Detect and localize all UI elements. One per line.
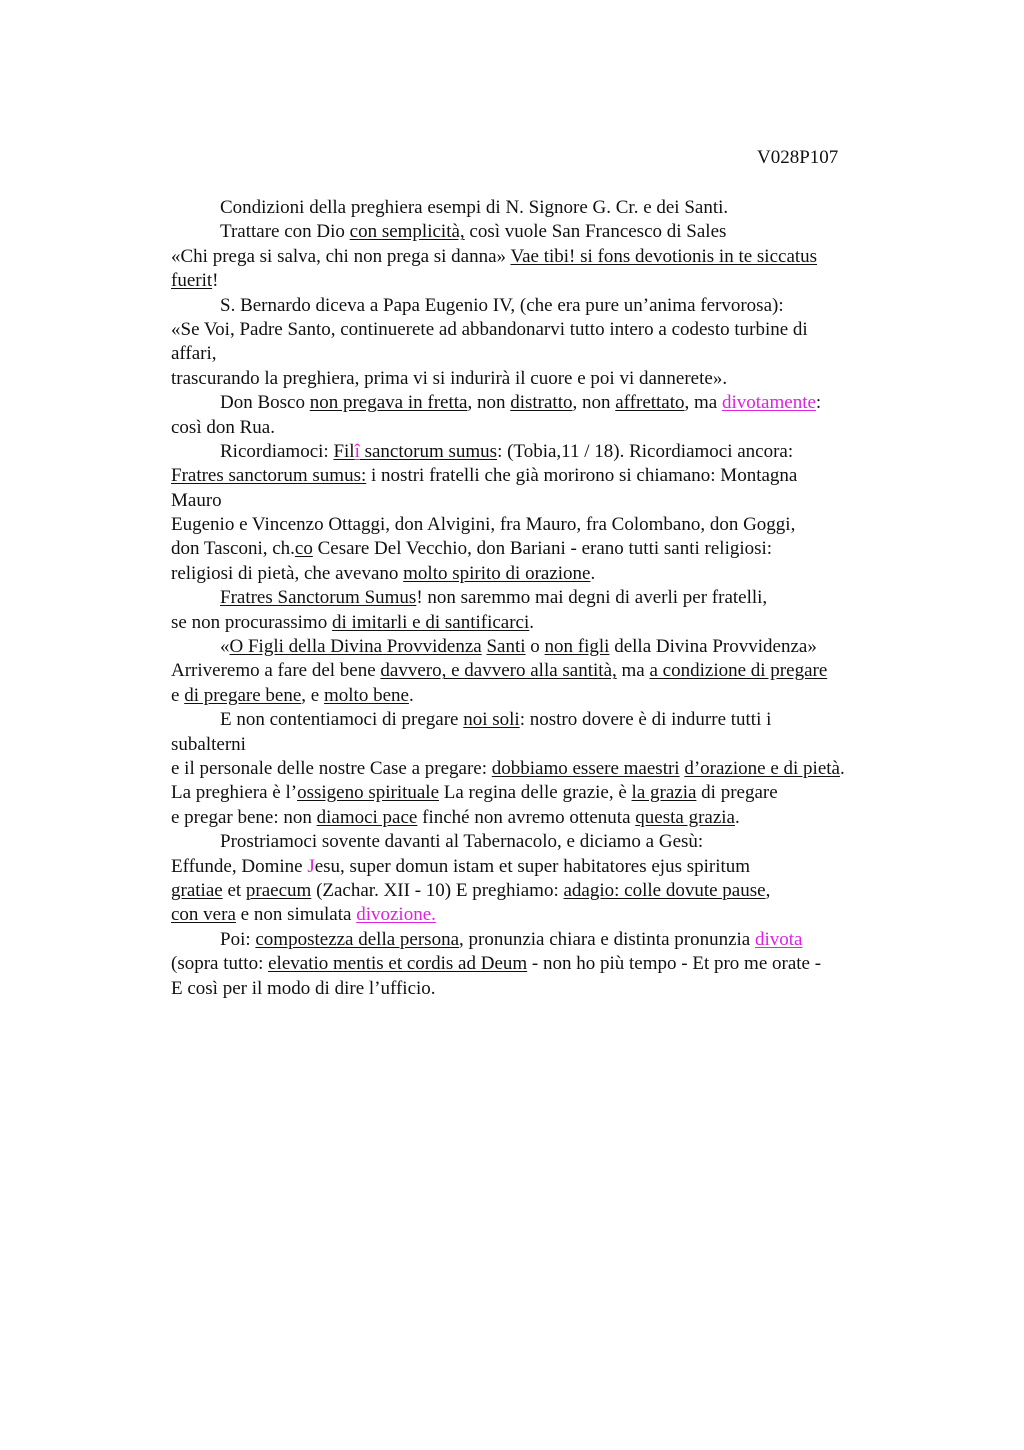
text-segment: e: [171, 684, 185, 706]
underlined-text: molto bene: [323, 684, 409, 706]
text-line: [171, 342, 931, 366]
underlined-text: non pregava in fretta: [309, 392, 468, 414]
underlined-text: questa grazia: [635, 806, 735, 828]
text-line: [171, 611, 931, 635]
underlined-text: non figli: [544, 636, 610, 658]
text-segment: affari,: [171, 343, 217, 365]
text-line: [171, 928, 931, 952]
document-body: [171, 196, 931, 1001]
text-segment: Trattare con Dio: [220, 221, 350, 243]
text-segment: religiosi di pietà, che avevano: [171, 562, 404, 584]
text-segment: Cesare Del Vecchio, don Bariani - erano tutti santi religiosi:: [312, 538, 773, 560]
text-segment: di pregare: [696, 782, 778, 804]
underlined-text: Vae tibi! si fons devotionis in te siccatus: [510, 245, 818, 267]
text-line: [171, 416, 931, 440]
text-line: [171, 269, 931, 293]
underlined-text: dobbiamo essere maestri: [491, 757, 680, 779]
text-segment: Prostriamoci sovente davanti al Tabernacolo, e diciamo a Gesù:: [220, 831, 704, 853]
underlined-text: distratto: [510, 392, 573, 414]
text-line: [171, 684, 931, 708]
text-line: [171, 855, 931, 879]
underlined-text: adagio: colle dovute pause: [563, 879, 766, 901]
text-segment: se non procurassimo: [171, 611, 332, 633]
text-segment: o: [525, 636, 545, 658]
underlined-text: noi soli: [463, 709, 520, 731]
highlighted-text: divozione.: [356, 904, 436, 926]
page-code: V028P107: [757, 147, 839, 168]
text-segment: ,: [765, 879, 771, 901]
text-segment: La regina delle grazie, è: [439, 782, 632, 804]
highlighted-text: divotamente: [722, 392, 816, 414]
highlighted-text: J: [307, 855, 315, 877]
text-segment: i nostri fratelli che già morirono si chiamano: Montagna: [366, 465, 798, 487]
text-segment: (sopra tutto:: [171, 953, 269, 975]
underlined-text: gratiae: [171, 879, 223, 901]
underlined-text: Fratres sanctorum sumus:: [171, 465, 367, 487]
text-segment: .: [839, 757, 845, 779]
text-segment: Effunde, Domine: [171, 855, 308, 877]
text-line: [171, 977, 931, 1001]
text-line: [171, 489, 931, 513]
text-segment: , non: [572, 392, 616, 414]
text-line: [171, 391, 931, 415]
underlined-text: a condizione di pregare: [649, 660, 828, 682]
text-line: [171, 562, 931, 586]
text-line: [171, 806, 931, 830]
text-segment: così don Rua.: [171, 416, 275, 438]
text-segment: S. Bernardo diceva a Papa Eugenio IV, (che era pure un’anima fervorosa):: [220, 294, 784, 316]
text-line: [171, 318, 931, 342]
underlined-text: di imitarli e di santificarci: [331, 611, 530, 633]
underlined-text: praecum: [245, 879, 312, 901]
underlined-text: con vera: [171, 904, 236, 926]
text-segment: .: [529, 611, 535, 633]
text-segment: «: [220, 636, 230, 658]
text-line: [171, 781, 931, 805]
underlined-text: di pregare bene: [184, 684, 302, 706]
text-line: [171, 294, 931, 318]
underlined-text: compostezza della persona: [255, 928, 460, 950]
text-segment: , ma: [684, 392, 722, 414]
text-segment: E così per il modo di dire l’ufficio.: [171, 977, 436, 999]
text-segment: e non simulata: [235, 904, 357, 926]
text-line: [171, 830, 931, 854]
underlined-text: la grazia: [631, 782, 697, 804]
text-line: [171, 659, 931, 683]
text-segment: finché non avremo ottenuta: [417, 806, 636, 828]
text-segment: della Divina Provvidenza»: [609, 636, 817, 658]
text-line: [171, 464, 931, 488]
text-segment: Eugenio e Vincenzo Ottaggi, don Alvigini, fra Mauro, fra Colombano, don Goggi,: [171, 514, 796, 536]
text-segment: E non contentiamoci di pregare: [220, 709, 464, 731]
text-segment: et: [222, 879, 246, 901]
text-segment: .: [590, 562, 596, 584]
text-segment: e pregar bene: non: [171, 806, 317, 828]
text-segment: «Se Voi, Padre Santo, continuerete ad abbandonarvi tutto intero a codesto turbine di: [171, 318, 808, 340]
text-segment: (Zachar. XII - 10) E preghiamo:: [311, 879, 564, 901]
underlined-text: d’orazione e di pietà: [684, 757, 840, 779]
text-segment: , e: [301, 684, 324, 706]
text-segment: e il personale delle nostre Case a pregare:: [171, 757, 492, 779]
text-line: [171, 757, 931, 781]
text-segment: , non: [467, 392, 511, 414]
underlined-text: Fil: [333, 440, 355, 462]
text-segment: :: [815, 392, 822, 414]
text-line: [171, 513, 931, 537]
text-segment: così vuole San Francesco di Sales: [464, 221, 727, 243]
underlined-text: sanctorum sumus: [359, 440, 498, 462]
text-segment: Arriveremo a fare del bene: [171, 660, 381, 682]
text-segment: don Tasconi, ch.: [171, 538, 295, 560]
highlighted-text: î: [354, 440, 360, 462]
underlined-text: ossigeno spirituale: [297, 782, 440, 804]
text-segment: Mauro: [171, 489, 222, 511]
text-segment: ! non saremmo mai degni di averli per fratelli,: [416, 587, 768, 609]
underlined-text: molto spirito di orazione: [403, 562, 591, 584]
underlined-text: davvero, e davvero alla santità,: [380, 660, 617, 682]
text-segment: Condizioni della preghiera esempi di N. Signore G. Cr. e dei Santi.: [220, 197, 729, 218]
underlined-text: elevatio mentis et cordis ad Deum: [268, 953, 528, 975]
underlined-text: Fratres Sanctorum Sumus: [220, 587, 417, 609]
text-segment: «Chi prega si salva, chi non prega si danna»: [171, 245, 511, 267]
text-line: [171, 220, 931, 244]
text-segment: - non ho più tempo - Et pro me orate -: [527, 953, 822, 975]
text-line: [171, 903, 931, 927]
text-segment: La preghiera è l’: [171, 782, 298, 804]
text-segment: esu, super domun istam et super habitatores ejus spiritum: [314, 855, 751, 877]
text-segment: , pronunzia chiara e distinta pronunzia: [459, 928, 755, 950]
text-segment: Don Bosco: [220, 392, 310, 414]
text-line: [171, 367, 931, 391]
text-segment: : (Tobia,11 / 18). Ricordiamoci ancora:: [497, 440, 794, 462]
underlined-text: co: [294, 538, 313, 560]
underlined-text: con semplicità,: [349, 221, 465, 243]
text-line: [171, 952, 931, 976]
text-line: [171, 708, 931, 732]
text-line: [171, 440, 931, 464]
text-line: [171, 245, 931, 269]
text-segment: Poi:: [220, 928, 256, 950]
text-segment: !: [212, 270, 219, 292]
text-line: [171, 196, 931, 220]
text-line: [171, 879, 931, 903]
underlined-text: Santi: [486, 636, 526, 658]
underlined-text: affrettato: [615, 392, 685, 414]
text-segment: trascurando la preghiera, prima vi si indurirà il cuore e poi vi dannerete».: [171, 367, 728, 389]
text-line: [171, 586, 931, 610]
underlined-text: O Figli della Divina Provvidenza: [229, 636, 482, 658]
text-segment: subalterni: [171, 733, 246, 755]
text-segment: ma: [616, 660, 650, 682]
text-line: [171, 537, 931, 561]
text-line: [171, 733, 931, 757]
text-segment: : nostro dovere è di indurre tutti i: [519, 709, 772, 731]
underlined-text: fuerit: [171, 270, 213, 292]
text-segment: Ricordiamoci:: [220, 440, 334, 462]
underlined-text: diamoci pace: [316, 806, 418, 828]
highlighted-text: divota: [755, 928, 803, 950]
text-segment: .: [408, 684, 414, 706]
text-line: [171, 635, 931, 659]
text-segment: .: [734, 806, 740, 828]
